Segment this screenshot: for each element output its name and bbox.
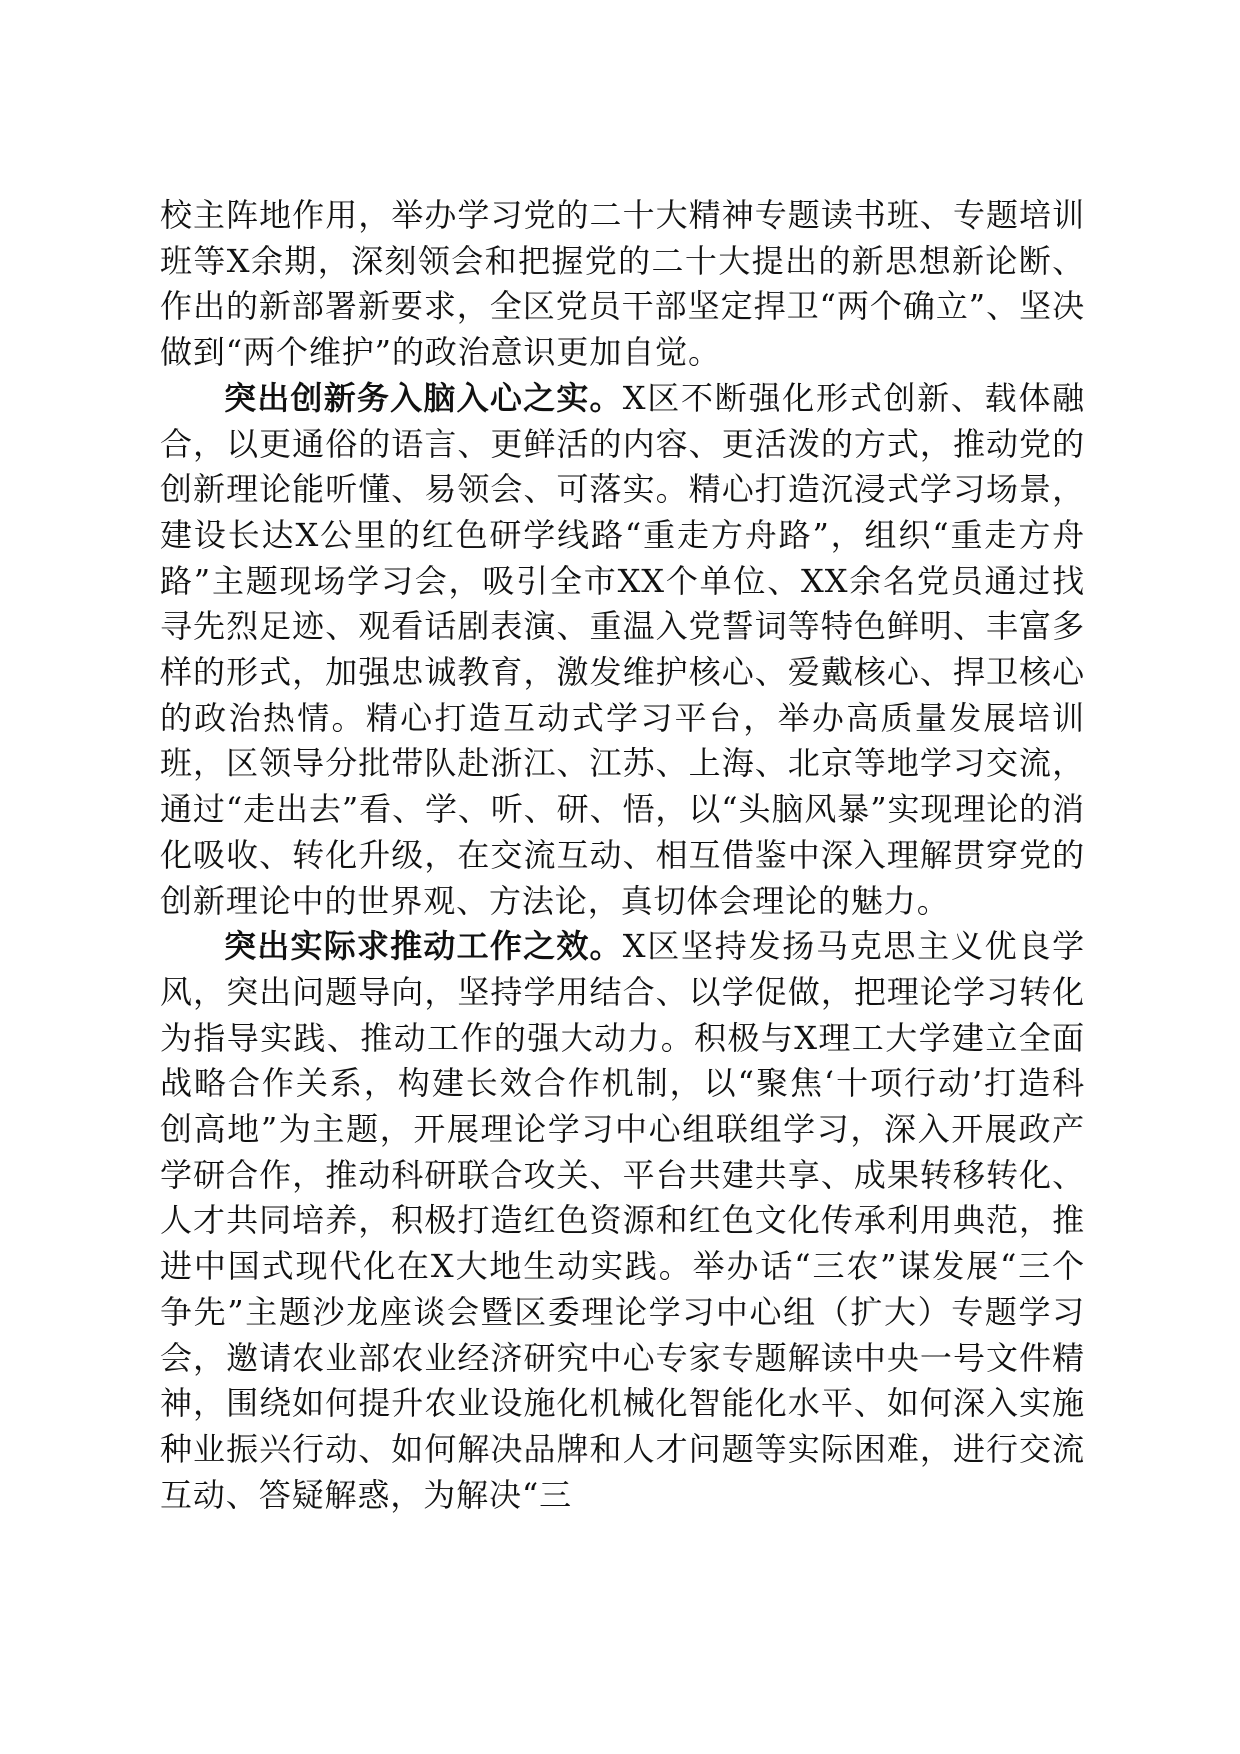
- paragraph-text: X区不断强化形式创新、载体融合，以更通俗的语言、更鲜活的内容、更活泼的方式，推动党的创新理论能听懂、易领会、可落实。精心打造沉浸式学习场景，建设长达X公里的红色研学线路“重走方舟路”，组织“重走方舟路”主题现场学习会，吸引全市XX个单位、XX余名党员通过找寻先烈足迹、观看话剧表演、重温入党誓词等特色鲜明、丰富多样的形式，加强忠诚教育，激发维护核心、爱戴核心、捍卫核心的政治热情。精心打造互动式学习平台，举办高质量发展培训班，区领导分批带队赴浙江、江苏、上海、北京等地学习交流，通过“走出去”看、学、听、研、悟，以“头脑风暴”实现理论的消化吸收、转化升级，在交流互动、相互借鉴中深入理解贯穿党的创新理论中的世界观、方法论，真切体会理论的魅力。: [160, 378, 1085, 920]
- paragraph-innovation: [160, 376, 1085, 924]
- paragraph-text: X区坚持发扬马克思主义优良学风，突出问题导向，坚持学用结合、以学促做，把理论学习转化为指导实践、推动工作的强大动力。积极与X理工大学建立全面战略合作关系，构建长效合作机制，以“聚焦‘十项行动’打造科创高地”为主题，开展理论学习中心组联组学习，深入开展政产学研合作，推动科研联合攻关、平台共建共享、成果转移转化、人才共同培养，积极打造红色资源和红色文化传承利用典范，推进中国式现代化在X大地生动实践。举办话“三农”谋发展“三个争先”主题沙龙座谈会暨区委理论学习中心组（扩大）专题学习会，邀请农业部农业经济研究中心专家专题解读中央一号文件精神，围绕如何提升农业设施化机械化智能化水平、如何深入实施种业振兴行动、如何解决品牌和人才问题等实际困难，进行交流互动、答疑解惑，为解决“三: [160, 927, 1085, 1514]
- paragraph-lead-heading: 突出实际求推动工作之效。: [224, 927, 623, 966]
- paragraph-continuation: [160, 193, 1085, 376]
- paragraph-practice: [160, 924, 1085, 1518]
- paragraph-text: 校主阵地作用，举办学习党的二十大精神专题读书班、专题培训班等X余期，深刻领会和把握党的二十大提出的新思想新论断、作出的新部署新要求，全区党员干部坚定捍卫“两个确立”、坚决做到“两个维护”的政治意识更加自觉。: [160, 196, 1085, 372]
- paragraph-lead-heading: 突出创新务入脑入心之实。: [224, 378, 623, 417]
- body-text: [160, 193, 1085, 1518]
